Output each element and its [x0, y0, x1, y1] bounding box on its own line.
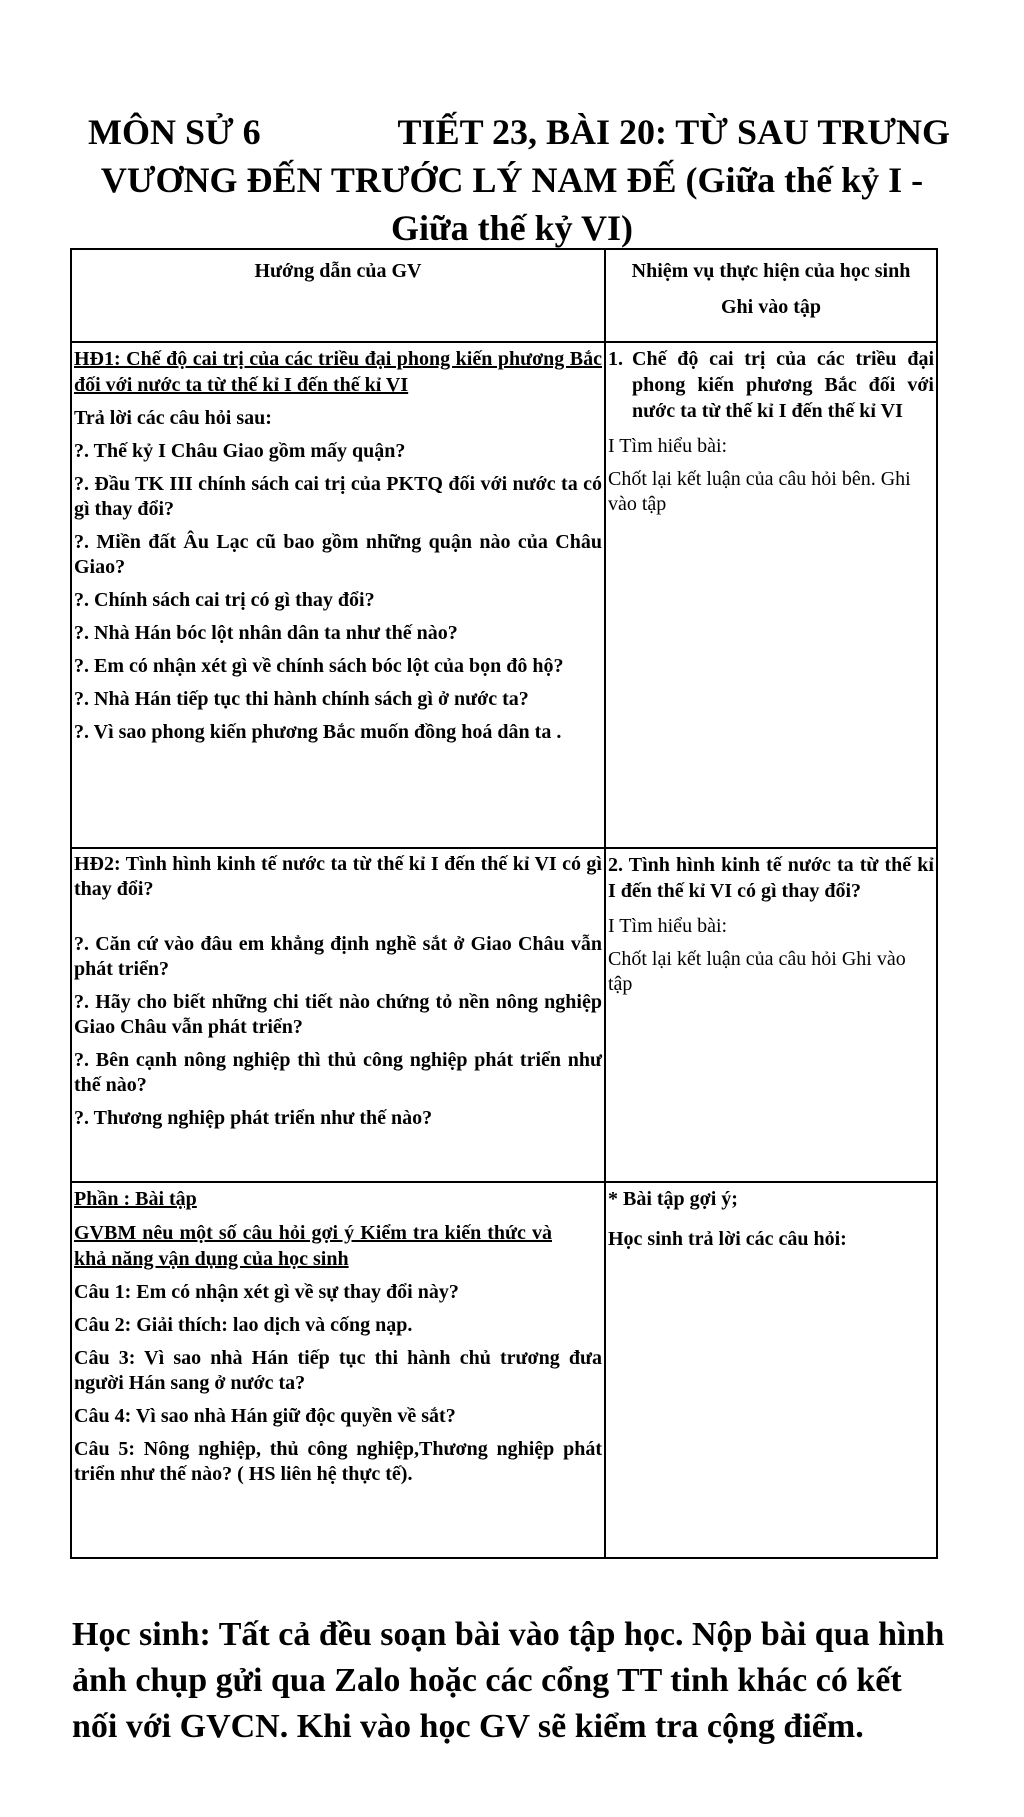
question-item: ?. Thế kỷ I Châu Giao gồm mấy quận?	[74, 440, 406, 462]
title-line-1	[60, 108, 964, 156]
page-title	[60, 108, 964, 252]
question-item: Câu 2: Giải thích: lao dịch và cống nạp.	[74, 1314, 413, 1336]
lesson-title-part-1: TIẾT 23, BÀI 20: TỪ SAU TRƯNG	[397, 112, 950, 152]
question-item: ?. Căn cứ vào đâu em khẳng định nghề sắt ở Giao Châu vẫn phát triển?	[74, 933, 602, 980]
section3-right-title: * Bài tập gợi ý;	[608, 1188, 738, 1210]
lesson-title-part-3: Giữa thế kỷ VI)	[391, 208, 633, 248]
question-item: ?. Chính sách cai trị có gì thay đổi?	[74, 589, 375, 611]
question-item: ?. Thương nghiệp phát triển như thế nào?	[74, 1107, 433, 1129]
section1-intro: Trả lời các câu hỏi sau:	[74, 407, 272, 429]
question-item: Câu 1: Em có nhận xét gì về sự thay đổi này?	[74, 1281, 459, 1303]
teacher-column-header: Hướng dẫn của GV	[71, 249, 605, 342]
student-instructions: Học sinh: Tất cả đều soạn bài vào tập học. Nộp bài qua hình ảnh chụp gửi qua Zalo hoặc các cổng TT tinh khác có kết nối với GVCN. Khi vào học GV sẽ kiểm tra cộng điểm.	[72, 1616, 945, 1745]
section1-teacher-cell	[71, 342, 605, 848]
student-header-line-1: Nhiệm vụ thực hiện của học sinh	[631, 260, 911, 282]
section1-right-number: 1.	[608, 348, 623, 370]
section1-right-note: Chốt lại kết luận của câu hỏi bên. Ghi vào tập	[608, 468, 911, 515]
student-column-header	[605, 249, 937, 342]
question-item: ?. Hãy cho biết những chi tiết nào chứng tỏ nền nông nghiệp Giao Châu vẫn phát triển?	[74, 991, 602, 1038]
table-row	[71, 342, 937, 848]
section3-right-note: Học sinh trả lời các câu hỏi:	[608, 1228, 847, 1250]
question-item: ?. Miền đất Âu Lạc cũ bao gồm những quận nào của Châu Giao?	[74, 531, 602, 578]
section1-right-title	[608, 346, 934, 424]
question-item: Câu 3: Vì sao nhà Hán tiếp tục thi hành chủ trương đưa người Hán sang ở nước ta?	[74, 1347, 602, 1394]
subject-label: MÔN SỬ 6	[88, 112, 261, 152]
section2-heading: HĐ2: Tình hình kinh tế nước ta từ thế kỉ I đến thế kỉ VI có gì thay đổi?	[74, 853, 602, 900]
section3-subheading: GVBM nêu một số câu hỏi gợi ý Kiểm tra kiến thức và khả năng vận dụng của học sinh	[74, 1222, 552, 1270]
section1-right-title-text: Chế độ cai trị của các triều đại phong kiến phương Bắc đối với nước ta từ thế kỉ I đến thế kỉ VI	[632, 348, 934, 422]
section2-right-note: Chốt lại kết luận của câu hỏi Ghi vào tập	[608, 948, 906, 995]
question-item: Câu 5: Nông nghiệp, thủ công nghiệp,Thương nghiệp phát triển như thế nào? ( HS liên hệ thực tế).	[74, 1438, 602, 1485]
section2-student-cell	[605, 848, 937, 1182]
question-item: ?. Nhà Hán bóc lột nhân dân ta như thế nào?	[74, 622, 458, 644]
question-item: ?. Vì sao phong kiến phương Bắc muốn đồng hoá dân ta .	[74, 721, 562, 743]
lesson-table	[70, 248, 938, 1559]
section2-right-title: 2. Tình hình kinh tế nước ta từ thế kỉ I đến thế kỉ VI có gì thay đổi?	[608, 854, 934, 902]
question-item: Câu 4: Vì sao nhà Hán giữ độc quyền về sắt?	[74, 1405, 456, 1427]
section3-teacher-cell	[71, 1182, 605, 1558]
question-item: ?. Em có nhận xét gì về chính sách bóc lột của bọn đô hộ?	[74, 655, 564, 677]
section1-student-cell	[605, 342, 937, 848]
section1-right-task: I Tìm hiểu bài:	[608, 435, 728, 457]
table-row	[71, 848, 937, 1182]
section3-student-cell	[605, 1182, 937, 1558]
question-item: ?. Nhà Hán tiếp tục thi hành chính sách gì ở nước ta?	[74, 688, 529, 710]
question-item: ?. Bên cạnh nông nghiệp thì thủ công nghiệp phát triển như thế nào?	[74, 1049, 602, 1096]
table-header-row	[71, 249, 937, 342]
lesson-title-part-2: VƯƠNG ĐẾN TRƯỚC LÝ NAM ĐẾ (Giữa thế kỷ I -	[100, 160, 924, 200]
section2-teacher-cell	[71, 848, 605, 1182]
section3-heading: Phần : Bài tập	[74, 1188, 197, 1210]
question-item: ?. Đầu TK III chính sách cai trị của PKTQ đối với nước ta có gì thay đổi?	[74, 473, 602, 520]
student-header-line-2: Ghi vào tập	[720, 296, 822, 318]
section1-heading: HĐ1: Chế độ cai trị của các triều đại phong kiến phương Bắc đối với nước ta từ thế kỉ I đến thế kỉ VI	[74, 348, 602, 396]
section2-right-task: I Tìm hiểu bài:	[608, 915, 728, 937]
table-row	[71, 1182, 937, 1558]
